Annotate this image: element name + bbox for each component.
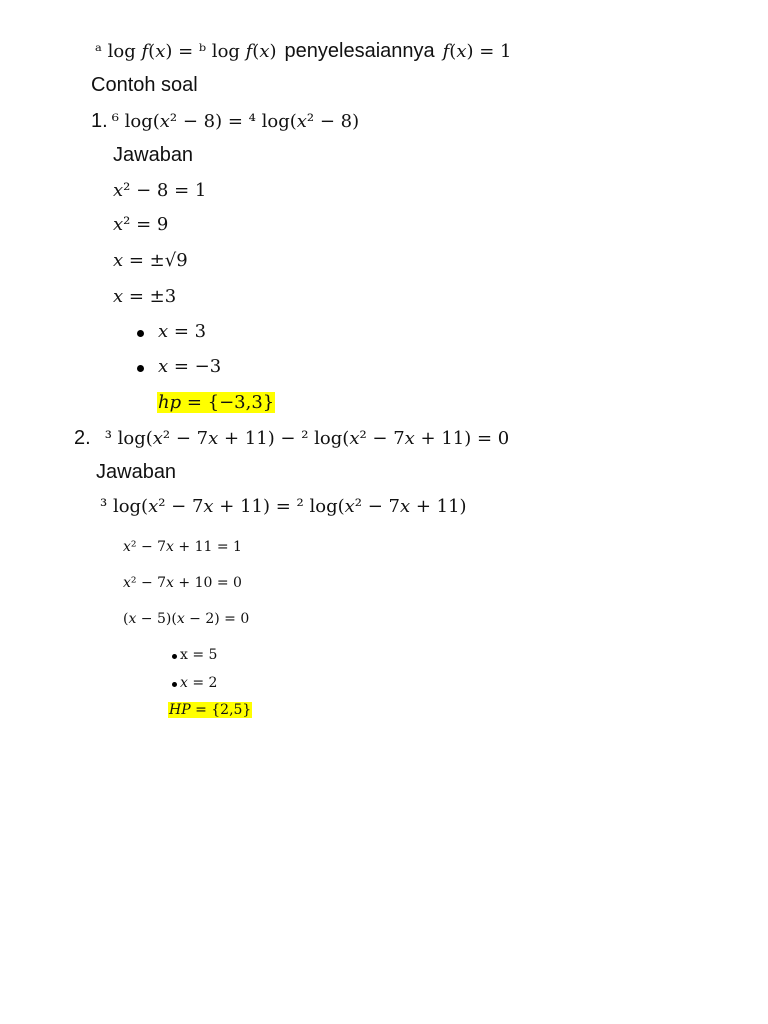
problem1-step: 𝑥² = 9 (113, 214, 169, 235)
problem1-step: 𝑥 = ±√9 (113, 250, 188, 271)
rule-line (95, 40, 511, 63)
problem2-step: 𝑥² − 7𝑥 + 10 = 0 (123, 575, 242, 591)
rule-right: 𝑓(𝑥) = 1 (442, 41, 512, 62)
problem1-answer: ℎ𝑝 = {−3,3} (158, 392, 275, 413)
bullet-dot (137, 365, 144, 372)
contoh-label: Contoh soal (91, 74, 198, 96)
problem2-bullet: x = 5 (180, 647, 218, 663)
problem2-restated: ³ log(𝑥² − 7𝑥 + 11) = ² log(𝑥² − 7𝑥 + 11) (100, 496, 467, 517)
problem2-step: (𝑥 − 5)(𝑥 − 2) = 0 (123, 611, 250, 627)
problem2-step: 𝑥² − 7𝑥 + 11 = 1 (123, 539, 242, 555)
problem1-bullet: 𝑥 = 3 (158, 321, 207, 342)
problem2-bullet: 𝑥 = 2 (180, 675, 218, 691)
rule-text: penyelesaiannya (284, 40, 435, 62)
problem2-answer: 𝐻𝑃 = {2,5} (169, 702, 252, 718)
problem1-line (91, 110, 359, 133)
problem1-step: 𝑥² − 8 = 1 (113, 180, 207, 201)
problem1-bullet: 𝑥 = −3 (158, 356, 222, 377)
problem2-number: 2. (74, 427, 91, 449)
problem2-line (74, 427, 509, 450)
problem1-number: 1. (91, 110, 108, 132)
bullet-dot (172, 654, 177, 659)
problem1-step: 𝑥 = ±3 (113, 286, 177, 307)
problem2-equation: ³ log(𝑥² − 7𝑥 + 11) − ² log(𝑥² − 7𝑥 + 11) = 0 (104, 428, 510, 449)
problem1-jawaban: Jawaban (113, 144, 194, 166)
problem1-equation: ⁶ log(𝑥² − 8) = ⁴ log(𝑥² − 8) (111, 111, 360, 132)
problem2-jawaban: Jawaban (96, 461, 177, 483)
bullet-dot (137, 330, 144, 337)
rule-left: ᵃ log 𝑓(𝑥) = ᵇ log 𝑓(𝑥) (95, 41, 277, 62)
bullet-dot (172, 682, 177, 687)
